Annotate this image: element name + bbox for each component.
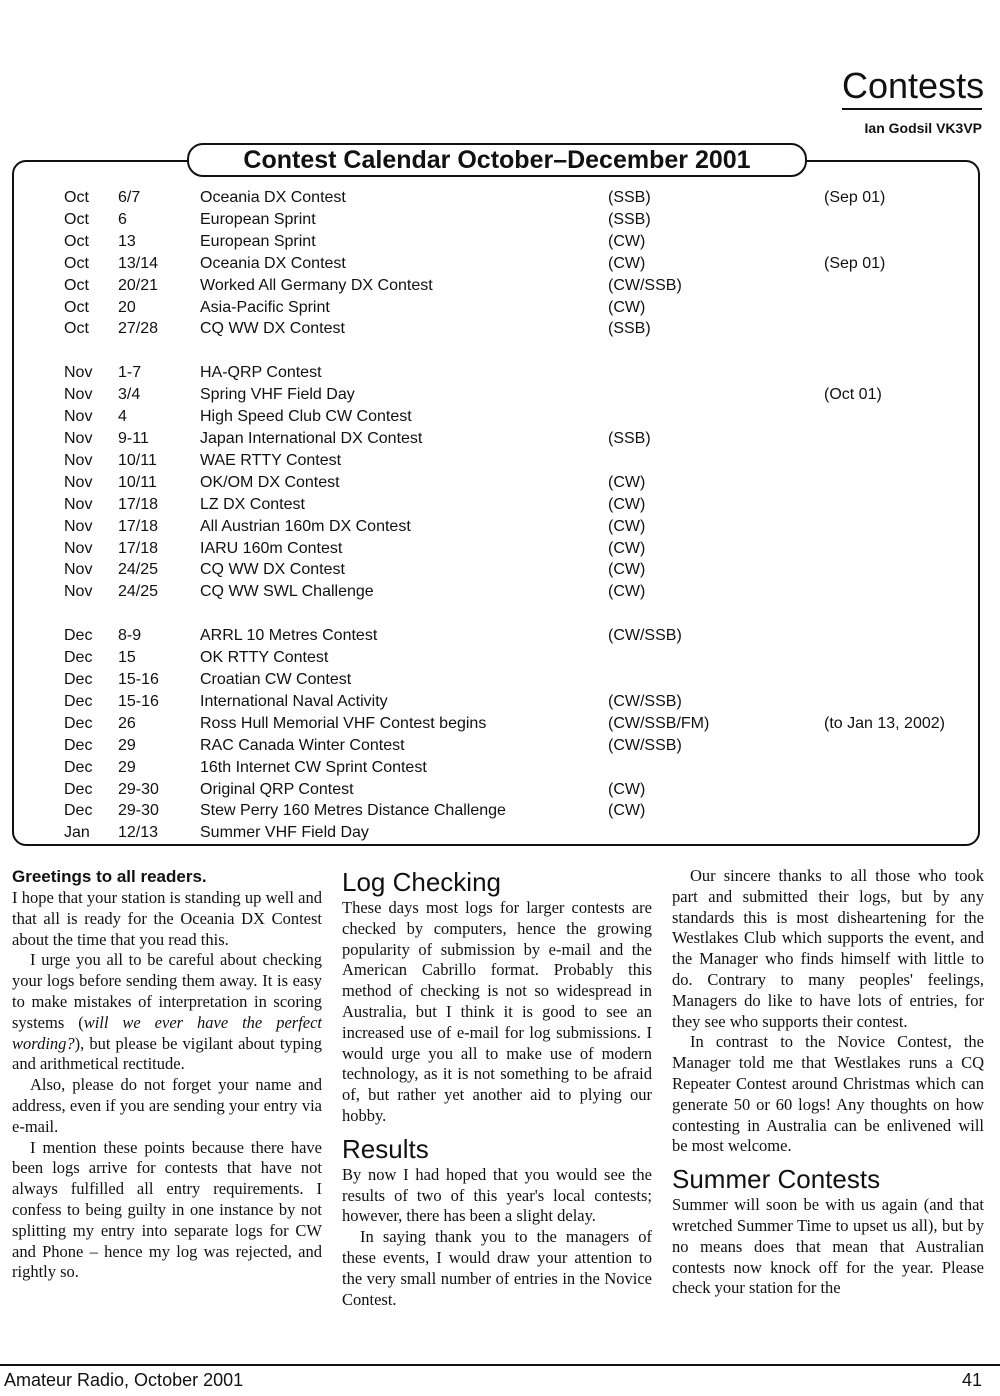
calendar-row (0, 800, 1000, 822)
calendar-month: Dec (64, 714, 93, 732)
calendar-month: Nov (64, 386, 93, 404)
calendar-row (0, 318, 1000, 340)
paragraph: In saying thank you to the managers of these events, I would draw your attention to the very small number of entries in the Novice Contest. (342, 1227, 652, 1309)
calendar-row (0, 538, 1000, 560)
greeting-heading: Greetings to all readers. (12, 867, 207, 886)
calendar-month: Nov (64, 583, 93, 601)
log-checking-heading: Log Checking (342, 867, 501, 897)
calendar-contest-name: Ross Hull Memorial VHF Contest begins (200, 714, 487, 732)
calendar-month: Dec (64, 671, 93, 688)
paragraph-text: ), but please be vigilant about typing and arithmetical rectitude. (12, 1033, 322, 1074)
calendar-row (0, 362, 1000, 384)
calendar-mode: (CW) (608, 254, 646, 272)
calendar-mode: (CW) (608, 298, 646, 316)
calendar-date: 9-11 (118, 430, 149, 447)
calendar-month: Nov (64, 408, 93, 426)
calendar-date: 4 (118, 408, 127, 426)
calendar-contest-name: European Sprint (200, 232, 316, 250)
calendar-row (0, 669, 1000, 691)
summer-contests-heading: Summer Contests (672, 1164, 881, 1195)
calendar-contest-name: High Speed Club CW Contest (200, 408, 412, 426)
page-number: 41 (961, 1370, 982, 1390)
calendar-month: Dec (64, 802, 93, 820)
calendar-contest-name: European Sprint (200, 210, 316, 228)
calendar-row (0, 275, 1000, 297)
calendar-row (0, 472, 1000, 494)
calendar-month: Nov (64, 561, 93, 579)
calendar-contest-name: OK RTTY Contest (200, 649, 329, 667)
calendar-contest-name: Japan International DX Contest (200, 430, 423, 447)
calendar-row (0, 209, 1000, 231)
calendar-contest-name: Spring VHF Field Day (200, 386, 355, 404)
calendar-note: (Sep 01) (824, 254, 886, 272)
calendar-mode: (CW/SSB) (608, 692, 682, 710)
calendar-date: 12/13 (118, 824, 159, 842)
calendar-contest-name: IARU 160m Contest (200, 539, 343, 557)
calendar-date: 29-30 (118, 780, 159, 798)
paragraph: Also, please do not forget your name and address, even if you are sending your entry via e-mail. (12, 1075, 322, 1136)
calendar-mode: (CW) (608, 539, 646, 557)
article-column-1 (12, 866, 322, 1366)
calendar-month: Nov (64, 539, 93, 557)
calendar-month: Nov (64, 430, 93, 447)
calendar-date: 24/25 (118, 583, 159, 601)
calendar-contest-name: Oceania DX Contest (200, 189, 346, 206)
calendar-date: 15-16 (118, 692, 159, 710)
calendar-contest-name: Worked All Germany DX Contest (200, 276, 433, 294)
calendar-date: 20 (118, 298, 136, 316)
calendar-date: 26 (118, 714, 136, 732)
results-heading: Results (342, 1133, 429, 1164)
calendar-date: 3/4 (118, 386, 141, 404)
calendar-row (0, 231, 1000, 253)
calendar-date: 24/25 (118, 561, 159, 579)
calendar-date: 13/14 (118, 254, 159, 272)
calendar-mode: (CW/SSB) (608, 276, 682, 294)
calendar-mode: (CW) (608, 495, 646, 513)
calendar-month: Oct (64, 298, 89, 316)
calendar-month: Oct (64, 189, 89, 206)
calendar-mode: (CW) (608, 517, 646, 535)
calendar-date: 29-30 (118, 802, 159, 820)
calendar-contest-name: CQ WW DX Contest (200, 561, 345, 579)
calendar-contest-name: RAC Canada Winter Contest (200, 736, 405, 754)
calendar-month: Oct (64, 210, 89, 228)
calendar-row (0, 494, 1000, 516)
calendar-mode: (CW) (608, 473, 646, 491)
calendar-date: 1-7 (118, 364, 142, 382)
paragraph-text: I urge you all to be careful about checking your logs before sending them away. It is easy to make mistakes of interpretation in scoring systems ( (12, 950, 322, 1032)
calendar-row (0, 406, 1000, 428)
calendar-title: Contest Calendar October–December 2001 (243, 146, 751, 174)
calendar-note: (Sep 01) (824, 189, 886, 206)
calendar-date: 29 (118, 758, 136, 776)
calendar-mode: (CW/SSB/FM) (608, 714, 710, 732)
calendar-date: 20/21 (118, 276, 159, 294)
calendar-date: 17/18 (118, 517, 159, 535)
calendar-date: 17/18 (118, 539, 159, 557)
calendar-contest-name: International Naval Activity (200, 692, 388, 710)
calendar-row (0, 187, 1000, 209)
calendar-contest-name: Stew Perry 160 Metres Distance Challenge (200, 802, 506, 820)
calendar-contest-name: CQ WW SWL Challenge (200, 583, 374, 601)
calendar-month: Oct (64, 276, 89, 294)
calendar-row (0, 428, 1000, 450)
author-byline: Ian Godsil VK3VP (864, 120, 982, 136)
calendar-mode: (CW/SSB) (608, 736, 682, 754)
calendar-contest-name: ARRL 10 Metres Contest (200, 627, 378, 645)
calendar-contest-name: Original QRP Contest (200, 780, 354, 798)
calendar-mode: (SSB) (608, 430, 651, 447)
calendar-month: Dec (64, 649, 93, 667)
paragraph (12, 950, 322, 1075)
calendar-date: 8-9 (118, 627, 142, 645)
footer-rule (0, 1364, 1000, 1366)
calendar-mode: (CW/SSB) (608, 627, 682, 645)
calendar-mode: (CW) (608, 802, 646, 820)
paragraph: Our sincere thanks to all those who took part and submitted their logs, but by any standards this is most disheartening for the Westlakes Club which supports the event, and the Manager who finds himself with little to do. Contrary to many peoples' feelings, Managers do like to have lots of entries, for they see who supports their contest. (672, 866, 984, 1031)
calendar-row (0, 713, 1000, 735)
paragraph: In contrast to the Novice Contest, the Manager told me that Westlakes runs a CQ Repeater Contest around Christmas which can generate 50 or 60 logs! Any thoughts on how contesting in Australia can be enlivened will be most welcome. (672, 1032, 984, 1156)
calendar-title-frame (187, 143, 807, 177)
calendar-note: (to Jan 13, 2002) (824, 714, 945, 732)
paragraph-italic: will we ever have the perfect wording? (12, 1012, 322, 1053)
calendar-contest-name: Oceania DX Contest (200, 254, 346, 272)
calendar-mode: (CW) (608, 232, 646, 250)
paragraph: Summer will soon be with us again (and that wretched Summer Time to upset us all), but by no means does that mean that Australian contests now knock off for the year. Please check your station for the (672, 1195, 984, 1298)
calendar-row (0, 822, 1000, 844)
calendar-date: 15-16 (118, 671, 159, 688)
calendar-month: Oct (64, 320, 89, 338)
calendar-month: Oct (64, 232, 89, 250)
calendar-month: Nov (64, 364, 93, 382)
calendar-contest-name: OK/OM DX Contest (200, 473, 340, 491)
calendar-month: Dec (64, 692, 93, 710)
calendar-month: Nov (64, 495, 93, 513)
calendar-date: 15 (118, 649, 136, 667)
calendar-row (0, 516, 1000, 538)
calendar-mode: (CW) (608, 780, 646, 798)
calendar-month: Dec (64, 758, 93, 776)
calendar-row (0, 450, 1000, 472)
calendar-date: 17/18 (118, 495, 159, 513)
calendar-row (0, 779, 1000, 801)
calendar-contest-name: HA-QRP Contest (200, 364, 322, 382)
calendar-month: Dec (64, 780, 93, 798)
calendar-contest-name: WAE RTTY Contest (200, 451, 342, 469)
calendar-row (0, 297, 1000, 319)
calendar-date: 13 (118, 232, 136, 250)
calendar-row (0, 691, 1000, 713)
calendar-mode: (SSB) (608, 320, 651, 338)
article-column-2 (342, 866, 652, 1366)
calendar-row (0, 735, 1000, 757)
calendar-mode: (SSB) (608, 210, 651, 228)
calendar-row (0, 625, 1000, 647)
calendar-contest-name: Croatian CW Contest (200, 671, 352, 688)
calendar-month: Dec (64, 736, 93, 754)
calendar-month: Nov (64, 517, 93, 535)
calendar-contest-name: Asia-Pacific Sprint (200, 298, 330, 316)
calendar-contest-name: LZ DX Contest (200, 495, 305, 513)
calendar-month: Dec (64, 627, 93, 645)
calendar-contest-name: CQ WW DX Contest (200, 320, 345, 338)
calendar-month: Nov (64, 473, 93, 491)
calendar-note: (Oct 01) (824, 386, 882, 404)
calendar-date: 10/11 (118, 473, 157, 491)
section-title: Contests (842, 65, 985, 106)
calendar-date: 6 (118, 210, 127, 228)
calendar-row (0, 559, 1000, 581)
calendar-mode: (CW) (608, 583, 646, 601)
footer-publication: Amateur Radio, October 2001 (4, 1370, 244, 1390)
calendar-date: 29 (118, 736, 136, 754)
paragraph: By now I had hoped that you would see the results of two of this year's local contests; however, there has been a slight delay. (342, 1164, 652, 1226)
calendar-contest-name: 16th Internet CW Sprint Contest (200, 758, 427, 776)
calendar-row (0, 757, 1000, 779)
calendar-contest-name: Summer VHF Field Day (200, 824, 369, 842)
article-column-3 (672, 866, 984, 1366)
calendar-date: 6/7 (118, 189, 141, 206)
calendar-date: 10/11 (118, 451, 157, 469)
paragraph: I mention these points because there have been logs arrive for contests that have not always fulfilled all entry requirements. I confess to being guilty in one instance by not splitting my entry into separate logs for CW and Phone – hence my log was rejected, and rightly so. (12, 1137, 322, 1282)
calendar-row (0, 647, 1000, 669)
calendar-contest-name: All Austrian 160m DX Contest (200, 517, 411, 535)
paragraph: These days most logs for larger contests are checked by computers, hence the growing popularity of submission by e-mail and the American Cabrillo format. Probably this method of checking is not so widespread in Australia, but I think it is good to see an increased use of e-mail for log submissions. I would urge you all to make use of modern technology, as it is not something to be afraid of, but rather yet another aid to plying our hobby. (342, 898, 652, 1125)
paragraph: I hope that your station is standing up well and that all is ready for the Oceania DX Contest about the time that you read this. (12, 888, 322, 949)
calendar-row (0, 253, 1000, 275)
calendar-month: Jan (64, 824, 90, 842)
calendar-row (0, 384, 1000, 406)
calendar-row (0, 581, 1000, 603)
calendar-mode: (SSB) (608, 189, 651, 206)
calendar-mode: (CW) (608, 561, 646, 579)
calendar-month: Nov (64, 451, 93, 469)
calendar-month: Oct (64, 254, 89, 272)
calendar-date: 27/28 (118, 320, 159, 338)
